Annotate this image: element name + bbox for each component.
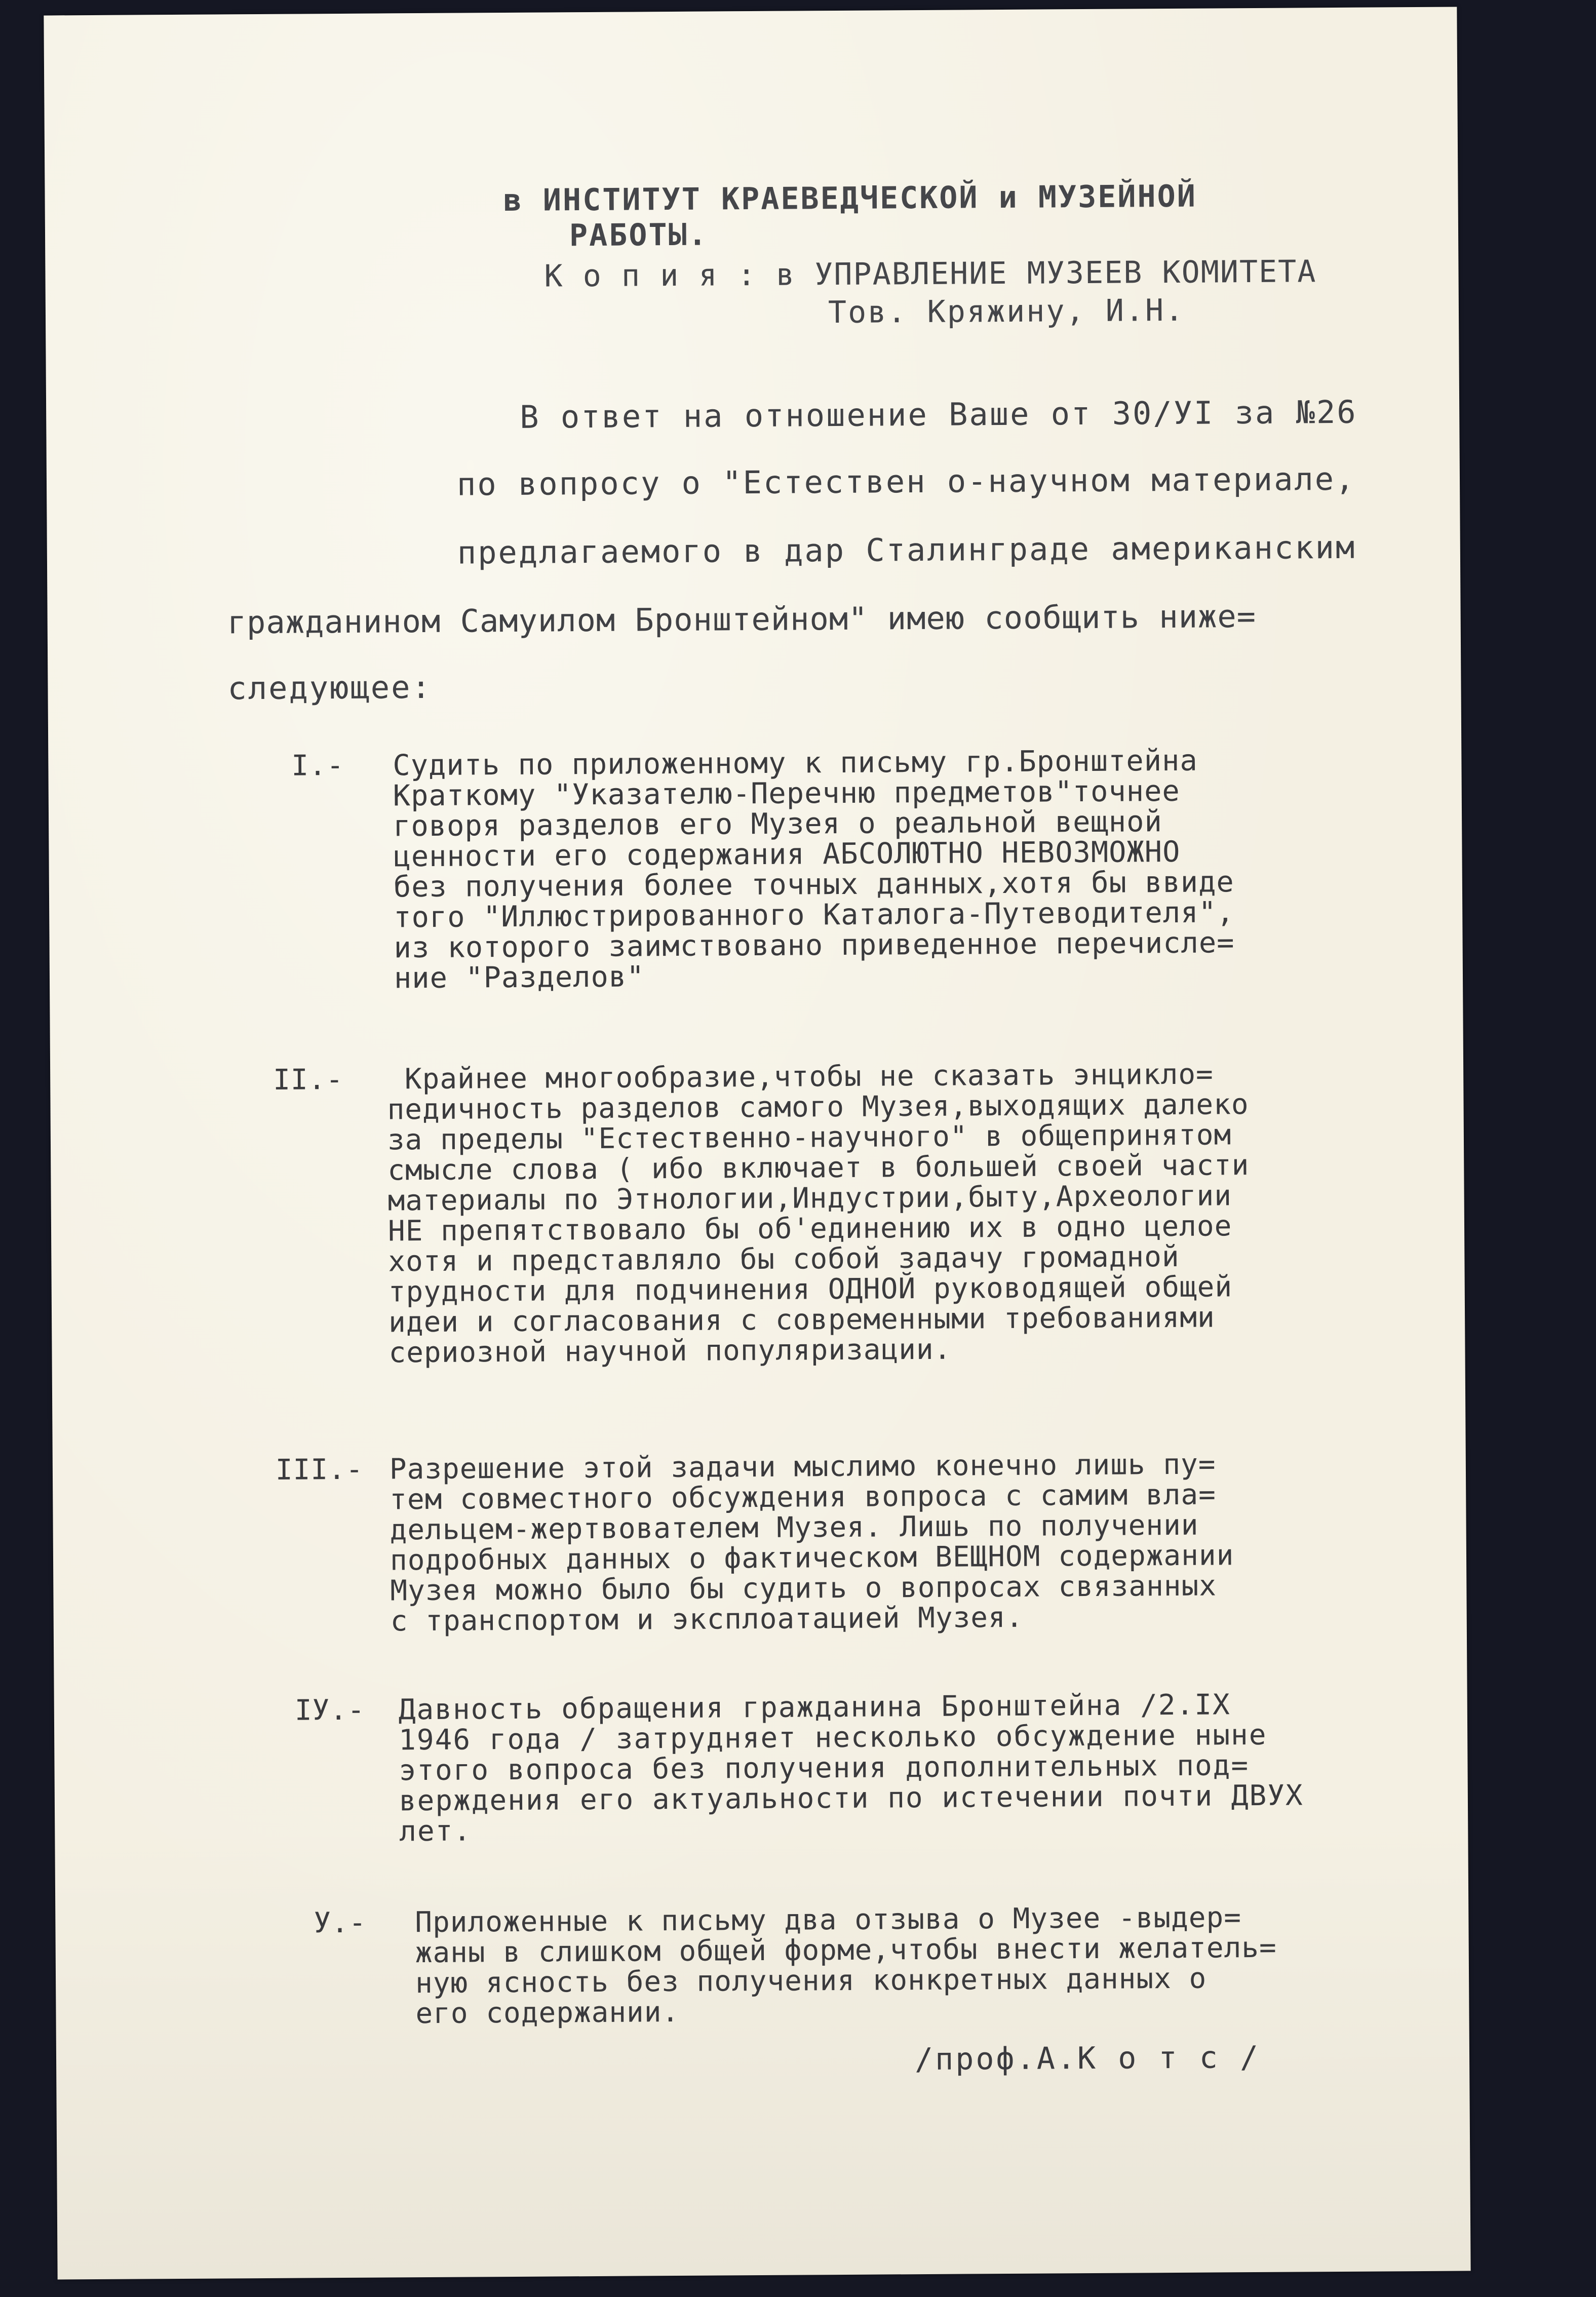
header-copy-to: К о п и я : в УПРАВЛЕНИЕ МУЗЕЕВ КОМИТЕТА xyxy=(544,254,1317,294)
point-line: материалы по Этнологии,Индустрии,быту,Археологии xyxy=(387,1179,1232,1218)
point-line: Разрешение этой задачи мыслимо конечно лишь пу= xyxy=(389,1448,1216,1486)
point-number: II.- xyxy=(273,1063,344,1097)
numbered-point xyxy=(291,745,1235,994)
point-line: Судить по приложенному к письму гр.Бронштейна xyxy=(393,744,1198,783)
point-line: Давность обращения гражданина Бронштейна /2.IX xyxy=(398,1688,1231,1727)
numbered-point xyxy=(276,1449,1234,1638)
point-line: с транспортом и эксплоатацией Музея. xyxy=(390,1601,1024,1638)
point-line: педичность разделов самого Музея,выходящих далеко xyxy=(387,1088,1249,1126)
point-line: НЕ препятствовало бы об'единению их в одно целое xyxy=(387,1210,1232,1248)
point-line: Крайнее многообразие,чтобы не сказать энцикло= xyxy=(387,1058,1214,1096)
intro-line-2: по вопросу о "Естествен о-научном материале, xyxy=(456,460,1356,503)
point-line: жаны в слишком общей форме,чтобы внести желатель= xyxy=(415,1931,1277,1970)
point-line: Краткому "Указателю-Перечню предметов"точнее xyxy=(393,774,1180,813)
point-line: смысле слова ( ибо включает в большей своей части xyxy=(387,1149,1250,1187)
point-line: идеи и согласования с современными требованиями xyxy=(388,1301,1215,1339)
point-number: IУ.- xyxy=(294,1693,365,1727)
point-line: верждения его актуальности по истечении почти ДВУХ xyxy=(399,1779,1304,1818)
point-line: 1946 года / затрудняет несколько обсуждение ныне xyxy=(398,1718,1267,1757)
point-line: говоря разделов его Музея о реальной вещной xyxy=(393,805,1162,843)
point-line: без получения более точных данных,хотя бы ввиде xyxy=(393,865,1234,904)
numbered-point xyxy=(273,1059,1251,1369)
point-line: этого вопроса без получения дополнительных под= xyxy=(399,1749,1250,1787)
numbered-point xyxy=(295,1689,1304,1847)
point-line: тем совместного обсуждения вопроса с самим вла= xyxy=(390,1478,1217,1516)
intro-line-5: следующее: xyxy=(227,668,432,707)
point-line: его содержании. xyxy=(415,1995,680,2031)
intro-line-3: предлагаемого в дар Сталинграде американским xyxy=(457,528,1356,571)
point-line: сериозной научной популяризации. xyxy=(388,1333,952,1370)
point-line: Приложенные к письму два отзыва о Музее -выдер= xyxy=(415,1901,1242,1939)
point-number: III.- xyxy=(275,1453,364,1487)
point-number: I.- xyxy=(291,749,344,783)
point-number: У.- xyxy=(314,1906,367,1940)
intro-line-1: В ответ на отношение Ваше от 30/УI за №26 xyxy=(520,393,1357,436)
point-line: того "Иллюстрированного Каталога-Путеводителя", xyxy=(394,896,1235,935)
header-recipient: Тов. Кряжину, И.Н. xyxy=(828,292,1185,331)
header-addressee-cont: РАБОТЫ. xyxy=(569,217,709,254)
numbered-point xyxy=(314,1902,1277,2030)
point-line: из которого заимствовано приведенное перечисле= xyxy=(394,926,1235,965)
intro-line-4: гражданином Самуилом Бронштейном" имею сообщить ниже= xyxy=(227,597,1257,641)
point-line: хотя и представляло бы собой задачу громадной xyxy=(388,1240,1180,1278)
header-addressee: в ИНСТИТУТ КРАЕВЕДЧЕСКОЙ и МУЗЕЙНОЙ xyxy=(503,178,1197,219)
point-line: дельцем-жертвователем Музея. Лишь по получении xyxy=(390,1508,1199,1547)
point-line: трудности для подчинения ОДНОЙ руководящей общей xyxy=(388,1270,1233,1309)
signature: /проф.А.К о т с / xyxy=(914,2039,1261,2078)
point-line: ценности его содержания АБСОЛЮТНО НЕВОЗМОЖНО xyxy=(393,835,1181,874)
point-line: за пределы "Естественно-научного" в общепринятом xyxy=(387,1118,1232,1157)
point-line: ние "Разделов" xyxy=(394,960,645,995)
point-line: лет. xyxy=(399,1814,472,1848)
document-page xyxy=(44,7,1470,2280)
point-line: подробных данных о фактическом ВЕЩНОМ содержании xyxy=(390,1539,1234,1577)
point-line: ную ясность без получения конкретных данных о xyxy=(415,1962,1207,2000)
point-line: Музея можно было бы судить о вопросах связанных xyxy=(390,1569,1217,1608)
